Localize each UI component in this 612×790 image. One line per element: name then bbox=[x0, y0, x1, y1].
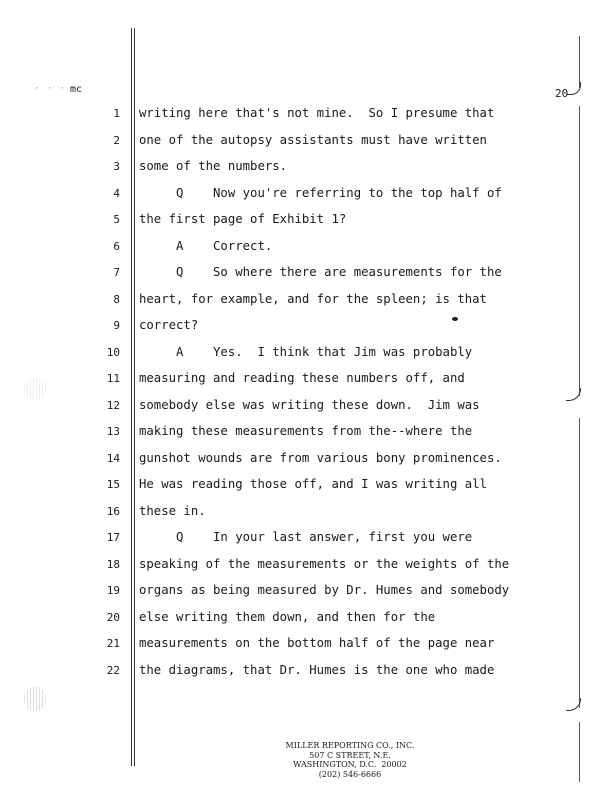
footer-city: WASHINGTON, D.C. 20002 bbox=[293, 760, 407, 769]
line-text: Q Now you're referring to the top half of bbox=[139, 185, 502, 200]
margin-specks: · · · bbox=[34, 84, 67, 94]
transcript-line bbox=[0, 583, 612, 603]
page-number: 20 bbox=[555, 87, 569, 100]
line-number: 4 bbox=[113, 186, 120, 200]
transcript-line bbox=[0, 663, 612, 683]
reporter-footer bbox=[230, 741, 470, 779]
line-number: 3 bbox=[113, 160, 120, 173]
transcript-line bbox=[0, 186, 612, 206]
transcript-line bbox=[0, 133, 612, 153]
line-number: 15 bbox=[106, 478, 120, 491]
line-number: 1 bbox=[113, 107, 120, 120]
line-number: 22 bbox=[106, 663, 120, 677]
punch-hole-mark bbox=[24, 686, 46, 712]
line-text: correct? bbox=[139, 318, 199, 332]
line-text: Q In your last answer, first you were bbox=[139, 530, 473, 544]
line-text: He was reading those off, and I was writing all bbox=[139, 477, 487, 491]
line-text: organs as being measured by Dr. Humes and somebody bbox=[139, 583, 510, 597]
line-number: 18 bbox=[106, 557, 120, 571]
line-text: else writing them down, and then for the bbox=[139, 609, 436, 624]
line-number: 6 bbox=[113, 239, 120, 253]
line-text: making these measurements from the--where the bbox=[139, 424, 473, 438]
line-text: speaking of the measurements or the weights of the bbox=[139, 556, 510, 571]
right-margin-rule bbox=[579, 722, 580, 782]
transcript-line bbox=[0, 424, 612, 444]
line-number: 13 bbox=[106, 425, 120, 438]
line-number: 19 bbox=[106, 584, 120, 597]
line-number: 17 bbox=[106, 531, 120, 544]
footer-company: MILLER REPORTING CO., INC. bbox=[285, 741, 415, 750]
line-text: Q So where there are measurements for the bbox=[139, 265, 502, 279]
line-text: one of the autopsy assistants must have written bbox=[139, 132, 487, 147]
line-number: 16 bbox=[106, 504, 120, 518]
line-number: 20 bbox=[106, 610, 120, 624]
transcript-line bbox=[0, 292, 612, 312]
line-number: 10 bbox=[106, 345, 120, 359]
line-number: 12 bbox=[106, 398, 120, 412]
transcript-line bbox=[0, 477, 612, 497]
line-number: 7 bbox=[113, 266, 120, 279]
transcript-line bbox=[0, 318, 612, 338]
footer-street: 507 C STREET, N.E. bbox=[309, 750, 391, 760]
transcript-line bbox=[0, 239, 612, 259]
transcript-line bbox=[0, 106, 612, 126]
transcript-line bbox=[0, 212, 612, 232]
line-number: 14 bbox=[106, 451, 120, 465]
reporter-initials: mc bbox=[70, 84, 83, 95]
transcript-line bbox=[0, 265, 612, 285]
line-number: 8 bbox=[113, 292, 120, 306]
line-text: writing here that's not mine. So I presume that bbox=[139, 106, 495, 120]
line-text: measurements on the bottom half of the page near bbox=[139, 636, 495, 650]
line-text: A Correct. bbox=[139, 238, 273, 253]
line-number: 21 bbox=[106, 637, 120, 650]
transcript-line bbox=[0, 159, 612, 179]
transcript-line bbox=[0, 557, 612, 577]
line-text: these in. bbox=[139, 503, 206, 518]
line-number: 5 bbox=[113, 213, 120, 226]
transcript-line bbox=[0, 530, 612, 550]
line-text: the first page of Exhibit 1? bbox=[139, 212, 347, 226]
transcript-line bbox=[0, 371, 612, 391]
transcript-line bbox=[0, 610, 612, 630]
line-text: somebody else was writing these down. Jim was bbox=[139, 397, 480, 412]
line-text: measuring and reading these numbers off, and bbox=[139, 371, 465, 385]
line-text: A Yes. I think that Jim was probably bbox=[139, 344, 473, 359]
line-text: heart, for example, and for the spleen; is that bbox=[139, 291, 487, 306]
right-margin-hook-mark bbox=[566, 698, 581, 711]
line-number: 11 bbox=[106, 372, 120, 385]
line-number: 9 bbox=[113, 319, 120, 332]
footer-phone: (202) 546-6666 bbox=[318, 769, 382, 779]
line-text: the diagrams, that Dr. Humes is the one who made bbox=[139, 662, 495, 677]
line-number: 2 bbox=[113, 133, 120, 147]
transcript-line bbox=[0, 398, 612, 418]
transcript-line bbox=[0, 345, 612, 365]
line-text: gunshot wounds are from various bony prominences. bbox=[139, 450, 502, 465]
transcript-line bbox=[0, 636, 612, 656]
transcript-line bbox=[0, 451, 612, 471]
right-margin-rule bbox=[579, 36, 580, 88]
transcript-line bbox=[0, 504, 612, 524]
line-text: some of the numbers. bbox=[139, 159, 288, 173]
